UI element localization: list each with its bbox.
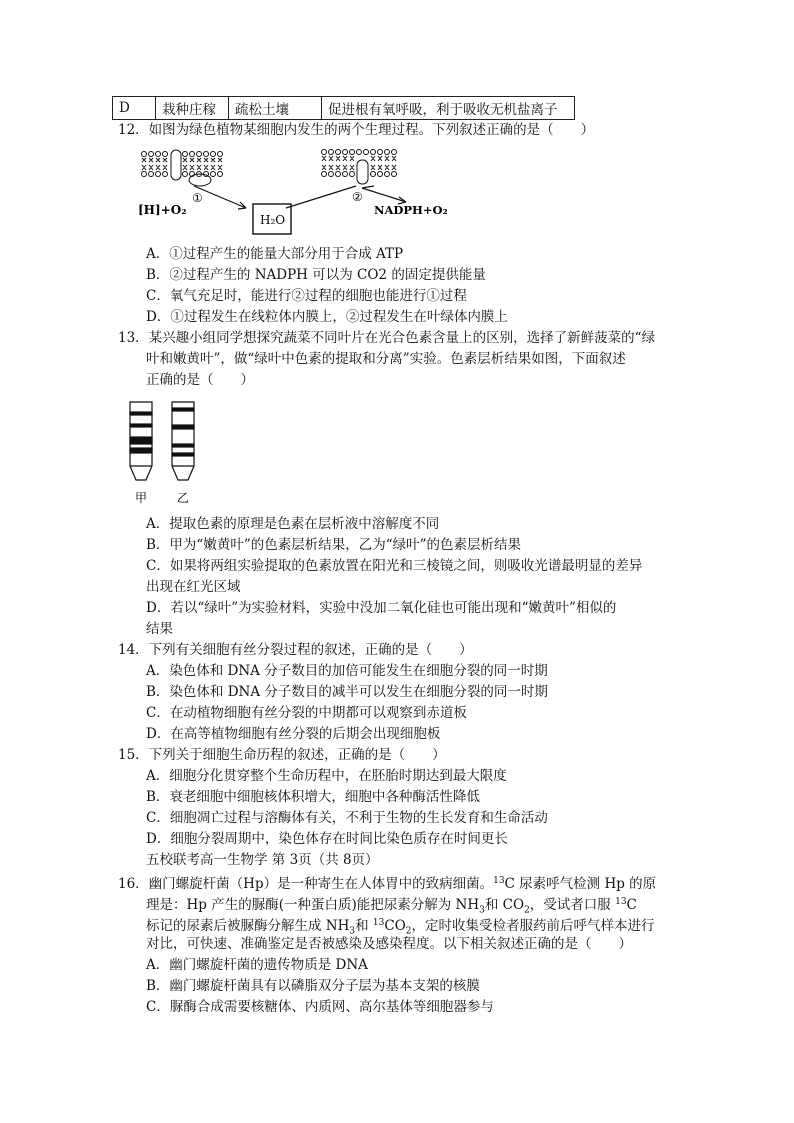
h-o2-label: [H]+O₂	[138, 203, 187, 217]
q12-option-d[interactable]: D．①过程发生在线粒体内膜上，②过程发生在叶绿体内膜上	[146, 309, 508, 325]
arrow-from-h2o	[286, 186, 356, 208]
q16-option-a[interactable]: A．幽门螺旋杆菌的遗传物质是 DNA	[146, 957, 368, 973]
q13-stem-line2: 叶和嫩黄叶”，做“绿叶中色素的提取和分离”实验。色素层析结果如图，下面叙述	[146, 351, 626, 367]
q12-option-a[interactable]: A．①过程产生的能量大部分用于合成 ATP	[146, 246, 404, 262]
q14-option-b[interactable]: B．染色体和 DNA 分子数目的减半可以发生在细胞分裂的同一时期	[146, 684, 548, 700]
isotope-superscript: 13	[493, 876, 505, 886]
q15-option-c[interactable]: C．细胞凋亡过程与溶酶体有关，不利于生物的生长发育和生命活动	[146, 810, 548, 826]
q13-option-b[interactable]: B．甲为“嫩黄叶”的色素层析结果，乙为“绿叶”的色素层析结果	[146, 537, 522, 553]
q16-text: C	[626, 897, 637, 913]
q14-option-c[interactable]: C．在动植物细胞有丝分裂的中期都可以观察到赤道板	[146, 705, 467, 721]
q12-membrane-diagram	[138, 146, 458, 238]
process-1-label: ①	[192, 191, 203, 205]
q13-option-c[interactable]: C．如果将两组实验提取的色素放置在阳光和三棱镜之间，则吸收光谱最明显的差异	[146, 558, 643, 574]
q16-option-b[interactable]: B．幽门螺旋杆菌具有以磷脂双分子层为基本支架的核膜	[146, 978, 480, 994]
enzyme-complex-2	[357, 160, 368, 184]
membrane-left	[142, 150, 223, 186]
table-cell: 促进根有氧呼吸，利于吸收无机盐离子	[322, 97, 575, 120]
membrane-protein-left	[171, 150, 181, 180]
band	[130, 424, 152, 427]
subscript: 3	[479, 905, 485, 916]
table-row	[113, 97, 575, 120]
membrane-right	[322, 150, 397, 185]
q16-text: 和 CO	[484, 897, 525, 913]
isotope-superscript: 13	[615, 897, 627, 907]
q16-text: ，受试者口服	[529, 897, 616, 913]
q15-stem: 15．下列关于细胞生命历程的叙述，正确的是（ ）	[118, 747, 446, 763]
subscript: 2	[524, 905, 530, 916]
q14-option-a[interactable]: A．染色体和 DNA 分子数目的加倍可能发生在细胞分裂的同一时期	[146, 663, 548, 679]
q16-text: CO	[384, 918, 406, 934]
nadph-o2-label: NADPH+O₂	[374, 203, 448, 217]
strip-jia	[130, 402, 152, 480]
q16-text: 16．幽门螺旋杆菌（Hp）是一种寄生在人体胃中的致病细菌。	[118, 876, 494, 892]
label-yi: 乙	[177, 491, 190, 505]
q15-option-b[interactable]: B．衰老细胞中细胞核体积增大，细胞中各种酶活性降低	[146, 789, 480, 805]
q12-stem: 12．如图为绿色植物某细胞内发生的两个生理过程。下列叙述正确的是（ ）	[118, 122, 595, 138]
table-cell: 疏松土壤	[229, 97, 322, 120]
band	[172, 408, 194, 411]
band	[130, 437, 152, 444]
band	[172, 453, 194, 456]
page-footer: 五校联考高一生物学 第 3页（共 8页）	[146, 852, 379, 868]
arrow-to-nadph	[362, 188, 406, 202]
table-cell: 栽种庄稼	[156, 97, 229, 120]
phospholipid-heads-left-top	[142, 152, 223, 177]
q12-option-c[interactable]: C．氧气充足时，能进行②过程的细胞也能进行①过程	[146, 288, 467, 304]
q16-text: 标记的尿素后被脲酶分解生成 NH	[146, 918, 350, 934]
q16-option-c[interactable]: C．脲酶合成需要核糖体、内质网、高尔基体等细胞器参与	[146, 999, 494, 1015]
band	[130, 448, 152, 453]
q14-stem: 14．下列有关细胞有丝分裂过程的叙述，正确的是（ ）	[118, 642, 473, 658]
subscript: 3	[349, 926, 356, 937]
h2o-label: H₂O	[260, 213, 286, 227]
subscript: 2	[405, 926, 412, 937]
q13-stem-line1: 13．某兴趣小组同学想探究蔬菜不同叶片在光合色素含量上的区别，选择了新鲜菠菜的“绿	[118, 330, 656, 346]
q13-stem-line3: 正确的是（ ）	[146, 372, 254, 388]
band	[172, 444, 194, 447]
q13-chromatography-diagram	[124, 398, 204, 508]
q15-option-d[interactable]: D．细胞分裂周期中，染色体存在时间比染色质存在时间更长	[146, 831, 508, 847]
q13-option-a[interactable]: A．提取色素的原理是色素在层析液中溶解度不同	[146, 516, 440, 532]
q12-option-b[interactable]: B．②过程产生的 NADPH 可以为 CO2 的固定提供能量	[146, 267, 486, 283]
q16-text: 理是：Hp 产生的脲酶(一种蛋白质)能把尿素分解为 NH	[146, 897, 480, 913]
q16-stem-line4: 对比，可快速、准确鉴定是否被感染及感染程度。以下相关叙述正确的是（ ）	[146, 936, 632, 952]
band	[172, 425, 194, 429]
q15-option-a[interactable]: A．细胞分化贯穿整个生命历程中，在胚胎时期达到最大限度	[146, 768, 507, 784]
q13-option-c-cont: 出现在红光区域	[146, 579, 241, 595]
band	[130, 412, 152, 415]
q13-option-d[interactable]: D．若以“绿叶”为实验材料，实验中没加二氧化硅也可能出现和“嫩黄叶”相似的	[146, 600, 617, 616]
isotope-superscript: 13	[372, 918, 385, 928]
process-2-label: ②	[352, 190, 363, 204]
answer-table-row-d	[112, 96, 575, 120]
q14-option-d[interactable]: D．在高等植物细胞有丝分裂的后期会出现细胞板	[146, 726, 441, 742]
strip-yi	[172, 402, 194, 480]
q16-stem-line1	[118, 871, 656, 894]
q16-text: 和	[355, 918, 373, 934]
q16-text: ，定时收集受检者服药前后呼气样本进行	[411, 918, 655, 934]
table-cell: D	[113, 97, 156, 120]
q13-option-d-cont: 结果	[146, 621, 173, 637]
label-jia: 甲	[135, 491, 148, 505]
q16-text: C 尿素呼气检测 Hp 的原	[504, 876, 657, 892]
